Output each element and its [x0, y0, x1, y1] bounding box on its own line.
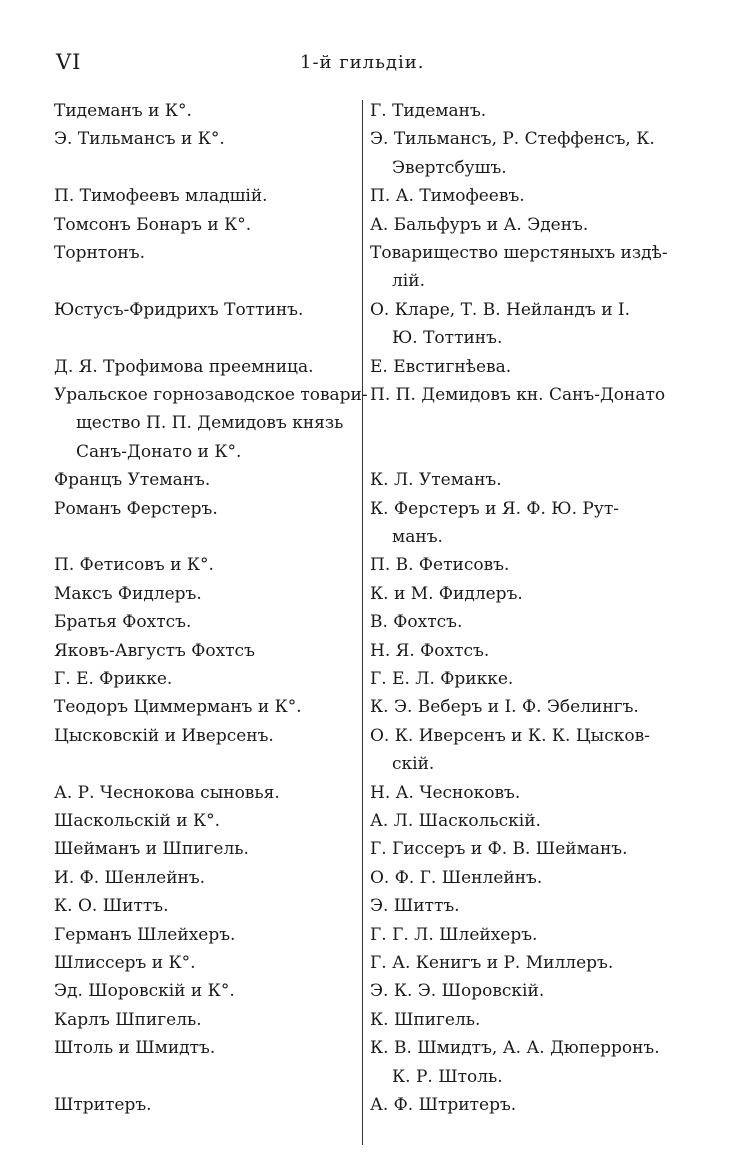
- right-entry-line: П. А. Тимофеевъ.: [370, 186, 525, 207]
- right-entry-line: А. Бальфуръ и А. Эденъ.: [370, 214, 589, 235]
- page-header-title: 1-й гильдіи.: [300, 52, 425, 73]
- left-entry-line: Шаскольскій и К°.: [54, 811, 221, 831]
- right-entry-line: П. П. Демидовъ кн. Санъ-Донато: [370, 385, 666, 405]
- left-entry-line: А. Р. Чеснокова сыновья.: [54, 782, 280, 803]
- left-entry-line: Германъ Шлейхеръ.: [54, 924, 236, 945]
- right-entry-line: К. В. Шмидтъ, А. А. Дюперронъ.: [370, 1038, 660, 1059]
- right-entry-line: манъ.: [392, 527, 443, 547]
- left-entry-line: Томсонъ Бонаръ и К°.: [54, 214, 252, 235]
- right-entry-line: А. Л. Шаскольскій.: [370, 811, 541, 831]
- left-entry-line: Уральское горнозаводское товари-: [54, 385, 368, 405]
- left-entry-line: Яковъ-Августъ Фохтсъ: [54, 640, 255, 661]
- right-entry-line: О. Ф. Г. Шенлейнъ.: [370, 867, 543, 888]
- right-entry-line: Е. Евстигнѣева.: [370, 356, 512, 377]
- left-entry-line: Эд. Шоровскій и К°.: [54, 981, 235, 1002]
- right-entry-line: Н. А. Чесноковъ.: [370, 782, 521, 803]
- right-entry-line: Эвертсбушъ.: [392, 157, 507, 178]
- left-entry-line: Цысковскій и Иверсенъ.: [54, 725, 274, 746]
- page-number: VI: [56, 50, 82, 74]
- right-entry-line: А. Ф. Штритеръ.: [370, 1095, 517, 1115]
- right-entry-line: К. Л. Утеманъ.: [370, 470, 502, 491]
- right-entry-line: О. Кларе, Т. В. Нейландъ и І.: [370, 299, 631, 320]
- left-entry-line: И. Ф. Шенлейнъ.: [54, 867, 206, 888]
- left-entry-line: Братья Фохтсъ.: [54, 612, 192, 633]
- column-divider: [362, 100, 363, 1145]
- right-entry-line: К. и М. Фидлеръ.: [370, 583, 523, 604]
- right-entry-line: Г. А. Кенигъ и Р. Миллеръ.: [370, 953, 614, 973]
- left-entry-line: Францъ Утеманъ.: [54, 470, 211, 491]
- right-entry-line: Э. Тильмансъ, Р. Стеффенсъ, К.: [370, 129, 655, 150]
- right-entry-line: В. Фохтсъ.: [370, 612, 463, 633]
- right-entry-line: К. Ферстеръ и Я. Ф. Ю. Рут-: [370, 498, 619, 519]
- right-entry-line: К. Шпигель.: [370, 1009, 481, 1030]
- left-entry-line: Максъ Фидлеръ.: [54, 583, 202, 604]
- right-entry-line: Г. Гиссеръ и Ф. В. Шейманъ.: [370, 839, 628, 860]
- right-entry-line: Э. К. Э. Шоровскій.: [370, 981, 545, 1002]
- left-entry-line: Шлиссеръ и К°.: [54, 953, 196, 973]
- left-entry-line: Г. Е. Фрикке.: [54, 669, 173, 689]
- right-entry-line: П. В. Фетисовъ.: [370, 555, 510, 576]
- right-entry-line: Товарищество шерстяныхъ издѣ-: [370, 243, 668, 263]
- left-entry-line: Торнтонъ.: [54, 243, 145, 263]
- left-entry-line: Э. Тильмансъ и К°.: [54, 129, 225, 150]
- right-entry-line: О. К. Иверсенъ и К. К. Цысков-: [370, 725, 650, 746]
- left-entry-line: Теодоръ Циммерманъ и К°.: [54, 697, 302, 718]
- right-entry-line: Г. Тидеманъ.: [370, 101, 487, 121]
- left-entry-line: П. Тимофеевъ младшій.: [54, 186, 268, 207]
- left-entry-line: Тидеманъ и К°.: [54, 101, 192, 121]
- right-entry-line: скій.: [392, 754, 435, 775]
- right-entry-line: Н. Я. Фохтсъ.: [370, 640, 490, 661]
- left-entry-line: К. О. Шиттъ.: [54, 896, 169, 917]
- right-entry-line: К. Э. Веберъ и І. Ф. Эбелингъ.: [370, 697, 639, 718]
- left-entry-line: Юстусъ-Фридрихъ Тоттинъ.: [54, 299, 304, 320]
- left-entry-line: Романъ Ферстеръ.: [54, 498, 218, 519]
- left-entry-line: щество П. П. Демидовъ князь: [76, 413, 344, 434]
- left-entry-line: Д. Я. Трофимова преемница.: [54, 356, 314, 377]
- right-entry-line: Г. Е. Л. Фрикке.: [370, 669, 514, 689]
- left-entry-line: Карлъ Шпигель.: [54, 1009, 202, 1030]
- left-entry-line: П. Фетисовъ и К°.: [54, 555, 214, 576]
- right-entry-line: лій.: [392, 271, 425, 292]
- right-entry-line: Г. Г. Л. Шлейхеръ.: [370, 924, 538, 945]
- left-entry-line: Штритеръ.: [54, 1095, 152, 1115]
- left-entry-line: Шейманъ и Шпигель.: [54, 839, 249, 860]
- left-entry-line: Санъ-Донато и К°.: [76, 441, 242, 462]
- right-entry-line: Э. Шиттъ.: [370, 896, 460, 917]
- right-entry-line: К. Р. Штоль.: [392, 1066, 503, 1087]
- left-entry-line: Штоль и Шмидтъ.: [54, 1038, 216, 1059]
- right-entry-line: Ю. Тоттинъ.: [392, 328, 503, 349]
